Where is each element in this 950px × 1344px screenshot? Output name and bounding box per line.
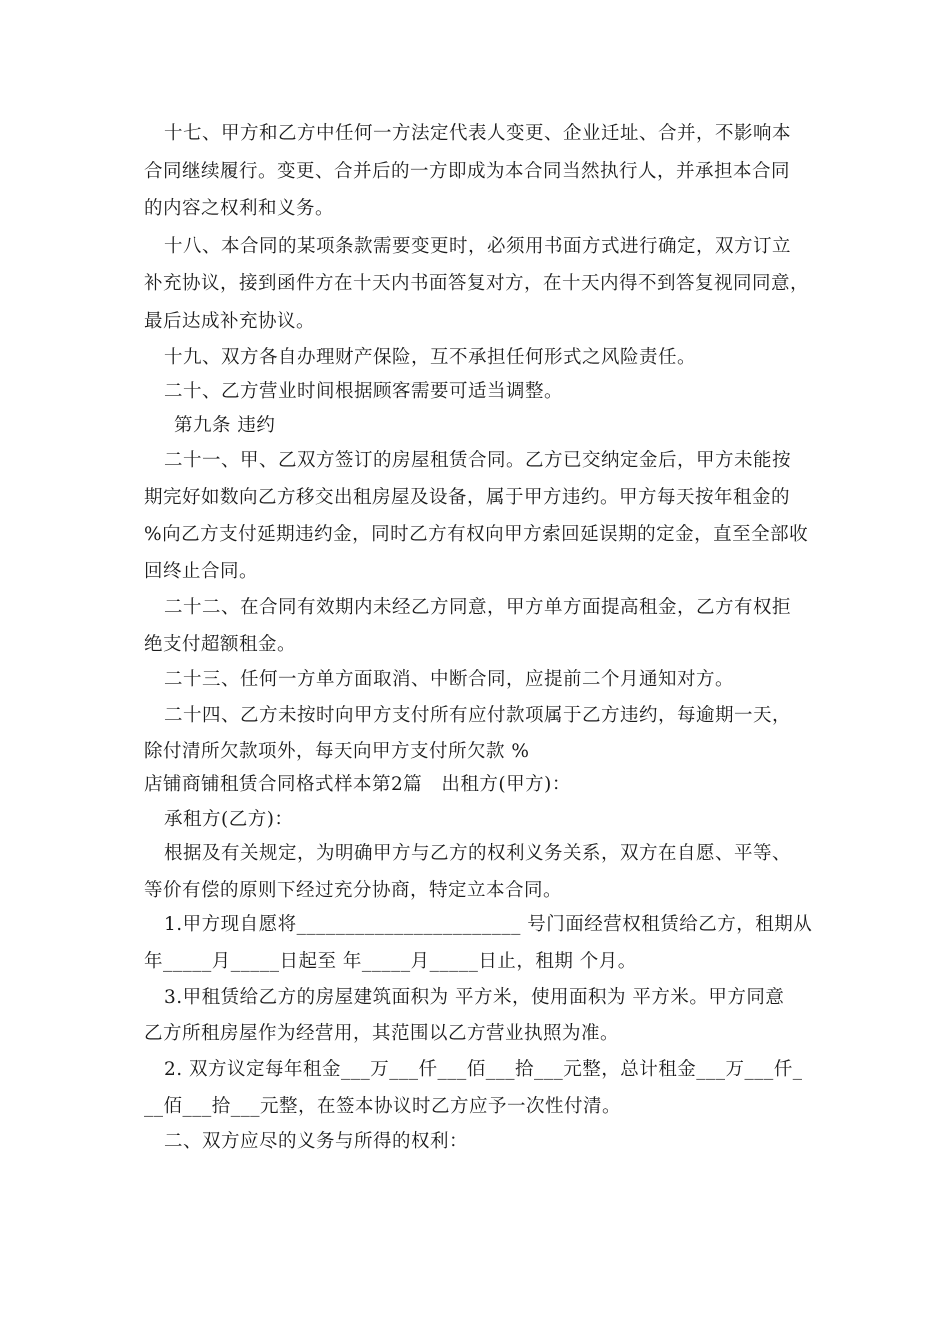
paragraph-line: %向乙方支付延期违约金，同时乙方有权向甲方索回延误期的定金，直至全部收 <box>144 524 809 545</box>
paragraph-line: 的内容之权利和义务。 <box>144 198 335 219</box>
paragraph-line: 最后达成补充协议。 <box>144 311 316 332</box>
paragraph-line: 3.甲租赁给乙方的房屋建筑面积为 平方米，使用面积为 平方米。甲方同意 <box>164 987 785 1008</box>
paragraph-line: 二十三、任何一方单方面取消、中断合同，应提前二个月通知对方。 <box>164 669 735 690</box>
paragraph-line: 乙方所租房屋作为经营用，其范围以乙方营业执照为准。 <box>144 1023 620 1044</box>
paragraph-line: 二十二、在合同有效期内未经乙方同意，甲方单方面提高租金，乙方有权拒 <box>164 597 792 618</box>
paragraph-line: 二、双方应尽的义务与所得的权利： <box>164 1131 469 1152</box>
paragraph-line: 等价有偿的原则下经过充分协商，特定立本合同。 <box>144 880 563 901</box>
paragraph-line: 十七、甲方和乙方中任何一方法定代表人变更、企业迁址、合并，不影响本 <box>164 123 792 144</box>
paragraph-line: 除付清所欠款项外，每天向甲方支付所欠款 % <box>144 741 530 762</box>
paragraph-line: 二十一、甲、乙双方签订的房屋租赁合同。乙方已交纳定金后，甲方未能按 <box>164 450 792 471</box>
paragraph-line: 十九、双方各自办理财产保险，互不承担任何形式之风险责任。 <box>164 347 697 368</box>
paragraph-line: 二十、乙方营业时间根据顾客需要可适当调整。 <box>164 381 564 402</box>
paragraph-line: 十八、本合同的某项条款需要变更时，必须用书面方式进行确定，双方订立 <box>164 236 792 257</box>
paragraph-line: 期完好如数向乙方移交出租房屋及设备，属于甲方违约。甲方每天按年租金的 <box>144 487 791 508</box>
contract-title-line: 店铺商铺租赁合同格式样本第2篇 出租方(甲方)： <box>144 774 571 795</box>
paragraph-line: 1.甲方现自愿将_______________________ 号门面经营权租赁给乙方，租期从 <box>164 914 813 935</box>
paragraph-line: 合同继续履行。变更、合并后的一方即成为本合同当然执行人，并承担本合同 <box>144 161 791 182</box>
paragraph-line: 承租方(乙方)： <box>164 809 294 830</box>
paragraph-line: 二十四、乙方未按时向甲方支付所有应付款项属于乙方违约，每逾期一天， <box>164 705 792 726</box>
paragraph-line: __佰___拾___元整，在签本协议时乙方应予一次性付清。 <box>144 1096 622 1117</box>
paragraph-line: 绝支付超额租金。 <box>144 634 297 655</box>
paragraph-line: 补充协议，接到函件方在十天内书面答复对方，在十天内得不到答复视同同意， <box>144 273 810 294</box>
paragraph-line: 根据及有关规定，为明确甲方与乙方的权利义务关系，双方在自愿、平等、 <box>164 843 792 864</box>
paragraph-line: 2. 双方议定每年租金___万___仟___佰___拾___元整，总计租金___万___仟_ <box>164 1059 803 1080</box>
section-heading: 第九条 违约 <box>174 415 276 436</box>
paragraph-line: 年_____月_____日起至 年_____月_____日止，租期 个月。 <box>144 951 637 972</box>
paragraph-line: 回终止合同。 <box>144 561 259 582</box>
